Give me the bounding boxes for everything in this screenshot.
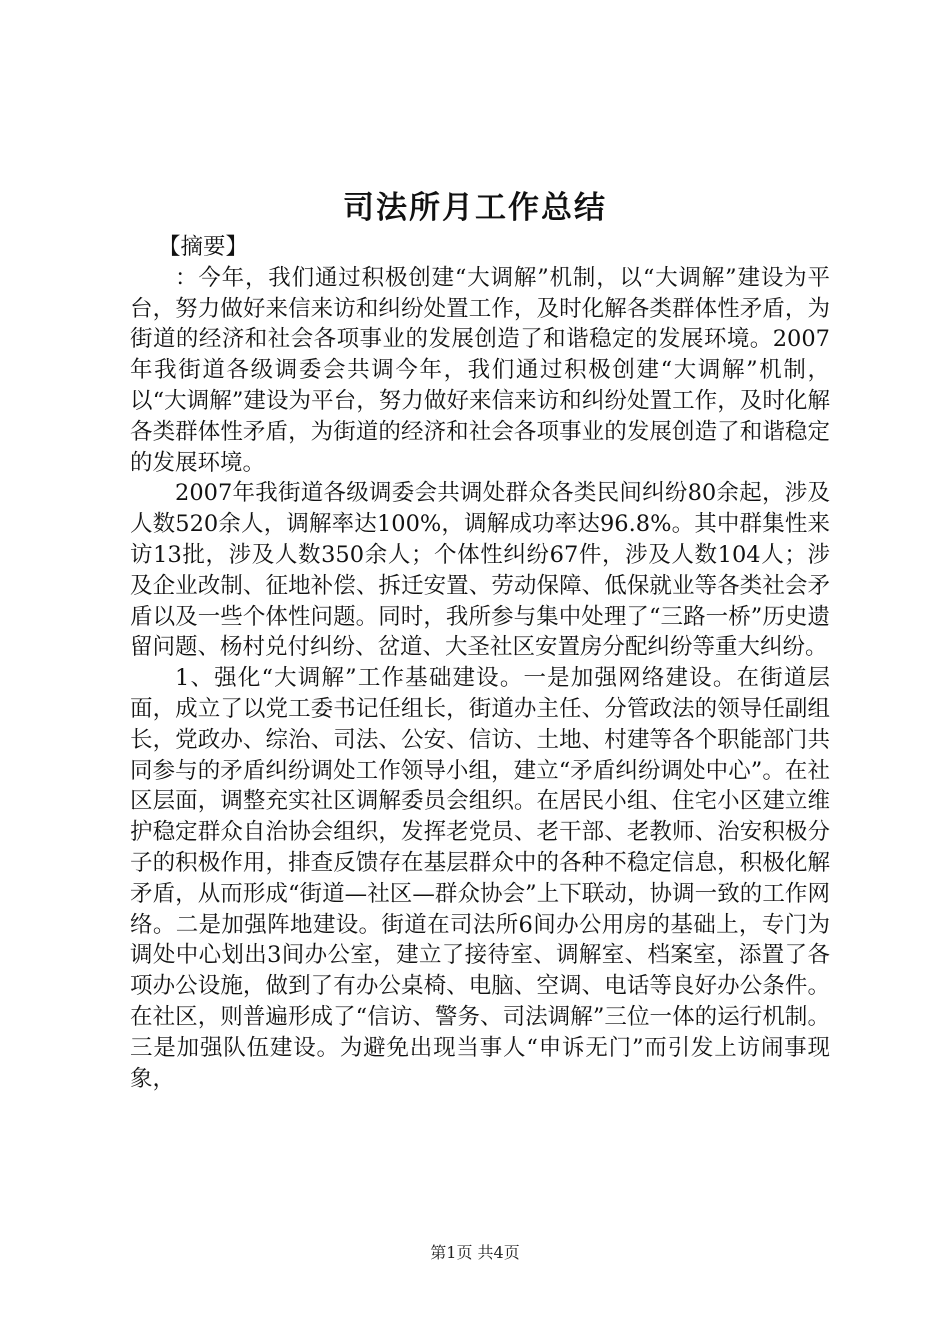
document-title: 司法所月工作总结 [343,190,607,226]
page-footer: 第1页 共4页 [430,1243,520,1262]
abstract-heading: 【摘要】 [158,234,249,260]
paragraph-abstract: ：今年，我们通过积极创建“大调解”机制，以“大调解”建设为平台，努力做好来信来访和纠纷处置工作，及时化解各类群体性矛盾，为街道的经济和社会各项事业的发展创造了和谐稳定的发展环境。2007年我街道各级调委会共调今年，我们通过积极创建“大调解”机制，以“大调解”建设为平台，努力做好来信来访和纠纷处置工作，及时化解各类群体性矛盾，为街道的经济和社会各项事业的发展创造了和谐稳定的发展环境。 [130,264,830,476]
paragraph-infrastructure: 1、强化“大调解”工作基础建设。一是加强网络建设。在街道层面，成立了以党工委书记任组长，街道办主任、分管政法的领导任副组长，党政办、综治、司法、公安、信访、土地、村建等各个职能部门共同参与的矛盾纠纷调处工作领导小组，建立“矛盾纠纷调处中心”。在社区层面，调整充实社区调解委员会组织。在居民小组、住宅小区建立维护稳定群众自治协会组织，发挥老党员、老干部、老教师、治安积极分子的积极作用，排查反馈存在基层群众中的各种不稳定信息，积极化解矛盾，从而形成“街道—社区—群众协会”上下联动，协调一致的工作网络。二是加强阵地建设。街道在司法所6间办公用房的基础上，专门为调处中心划出3间办公室，建立了接待室、调解室、档案室，添置了各项办公设施，做到了有办公桌椅、电脑、空调、电话等良好办公条件。在社区，则普遍形成了“信访、警务、司法调解”三位一体的运行机制。三是加强队伍建设。为避免出现当事人“申诉无门”而引发上访闹事现象， [130,665,830,1092]
document-body [130,232,830,1094]
paragraph-statistics: 2007年我街道各级调委会共调处群众各类民间纠纷80余起，涉及人数520余人，调解率达100%，调解成功率达96.8%。其中群集性来访13批，涉及人数350余人；个体性纠纷67件，涉及人数104人；涉及企业改制、征地补偿、拆迁安置、劳动保障、低保就业等各类社会矛盾以及一些个体性问题。同时，我所参与集中处理了“三路一桥”历史遗留问题、杨村兑付纠纷、岔道、大圣社区安置房分配纠纷等重大纠纷。 [130,480,830,661]
